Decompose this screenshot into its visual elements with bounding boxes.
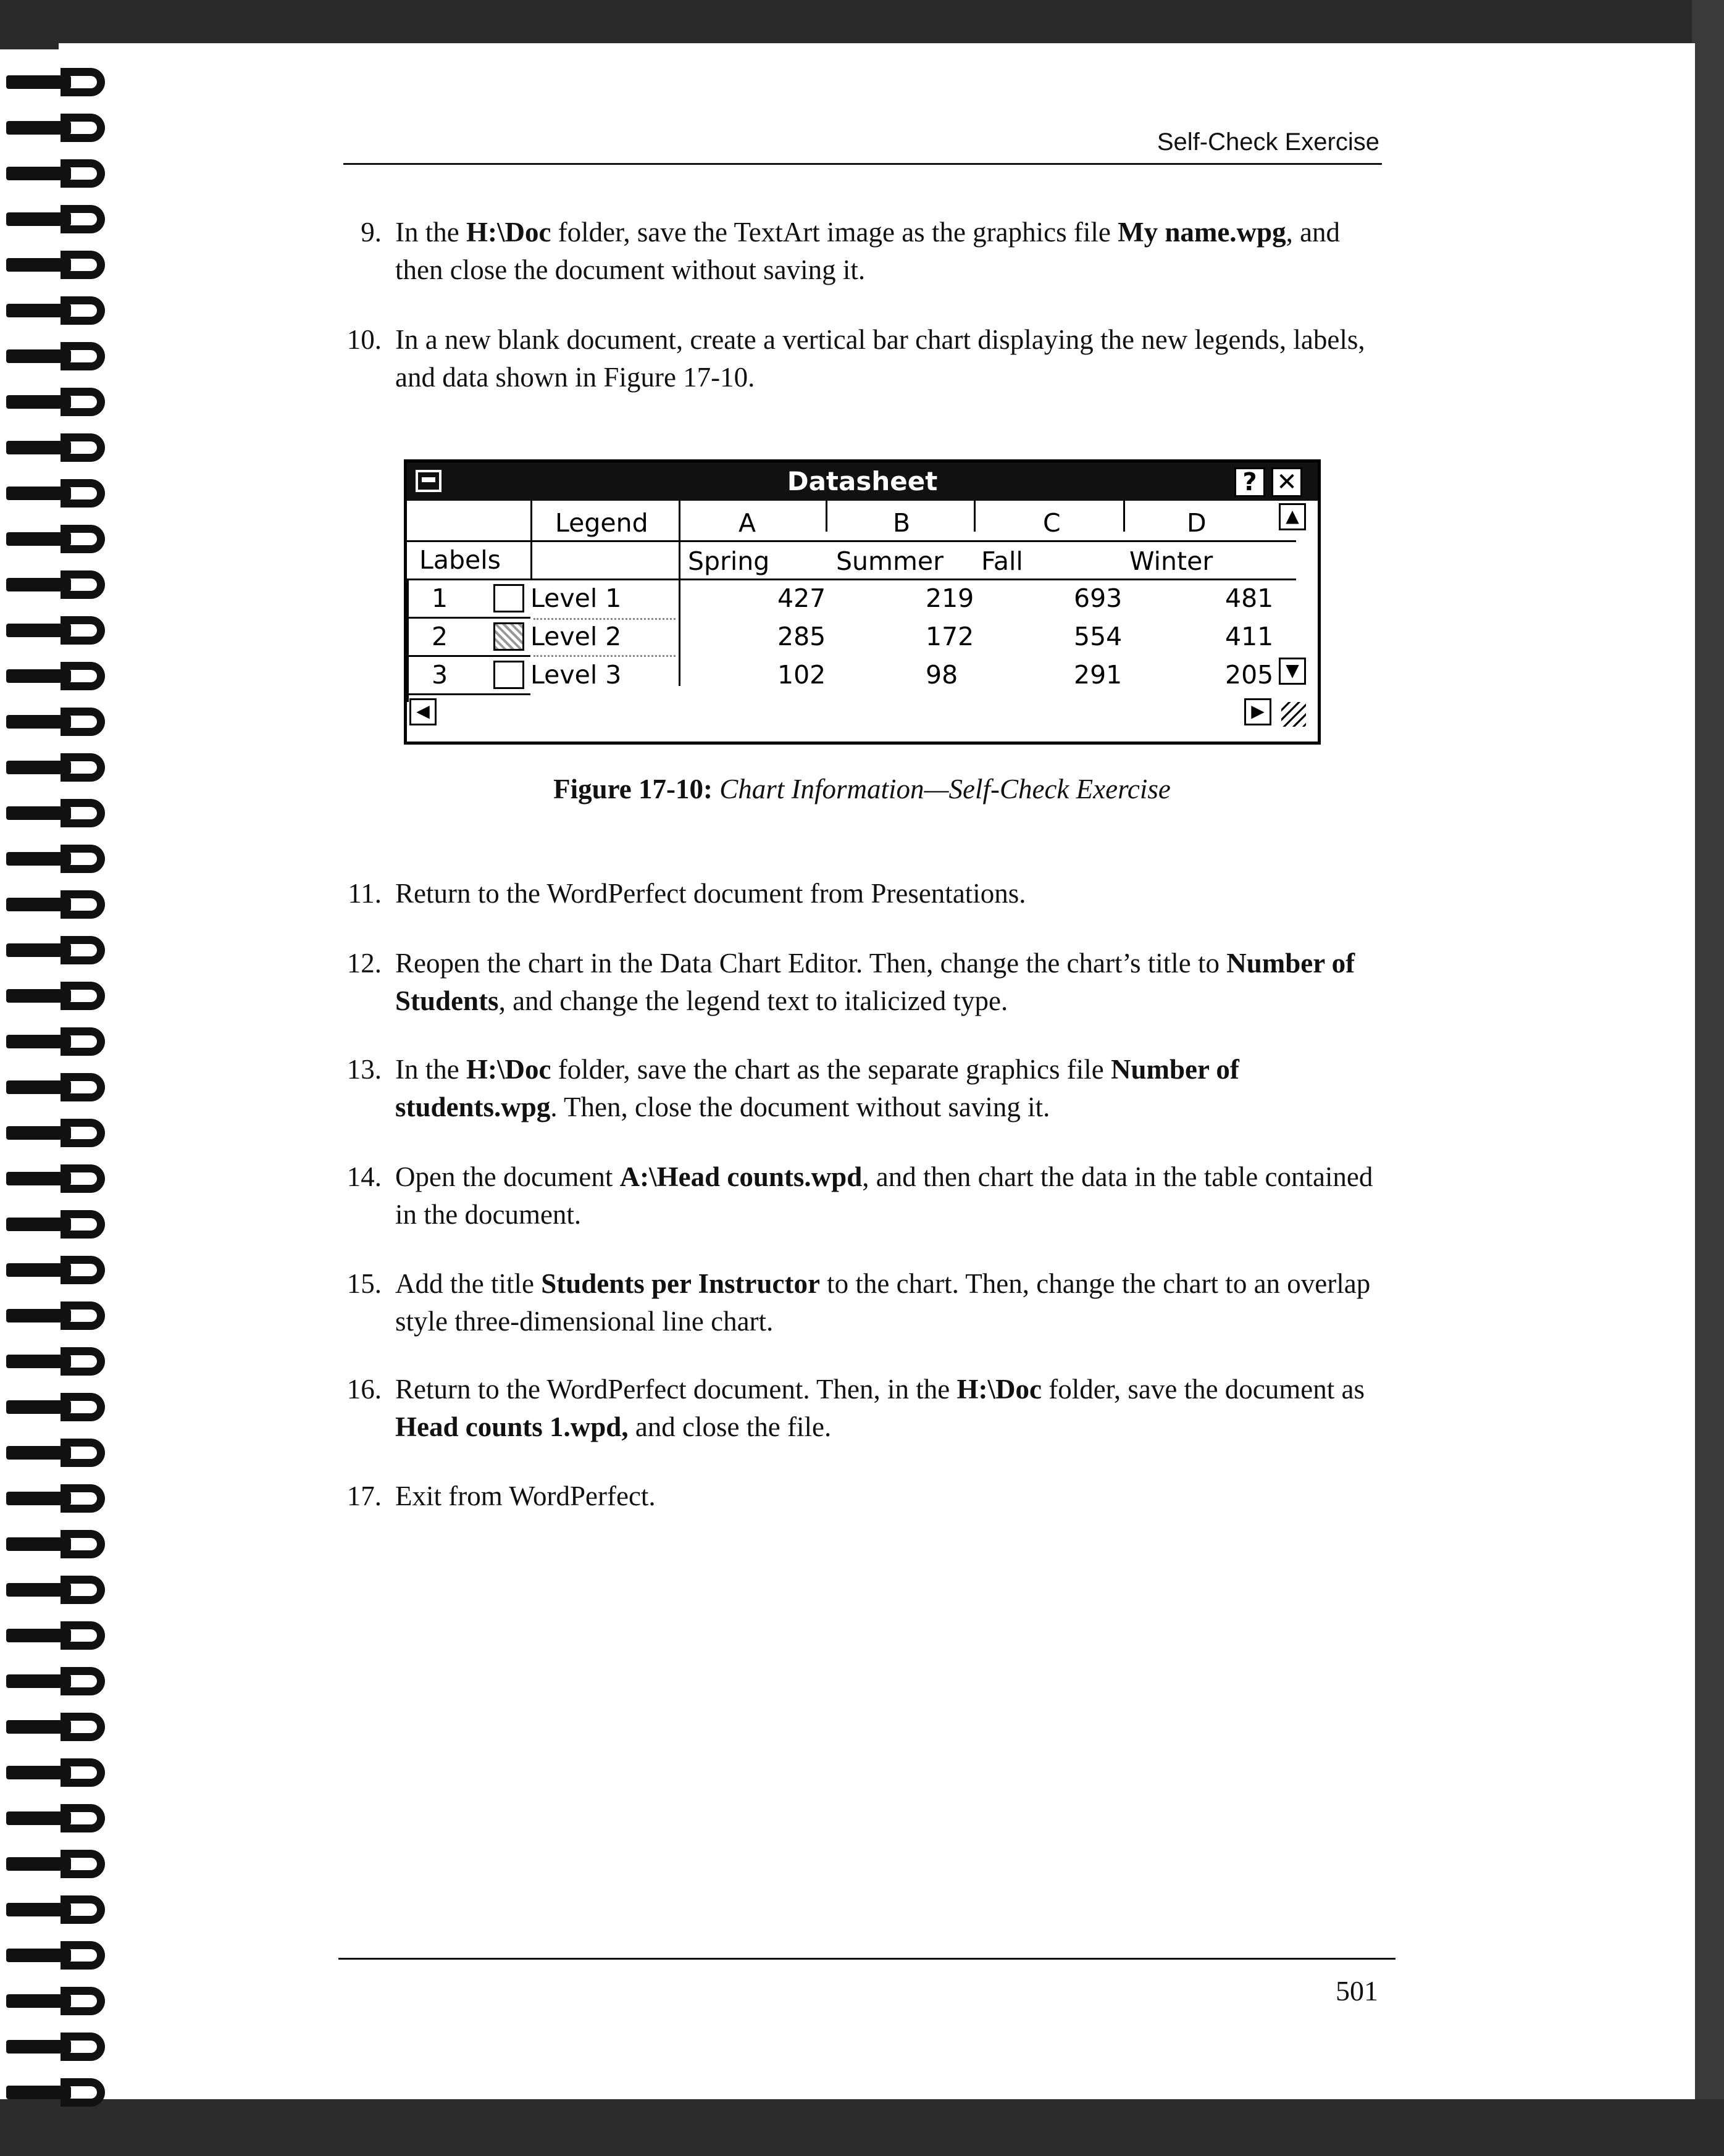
value-cell-2c[interactable]: 554: [1074, 622, 1123, 651]
binding-ring: [6, 1530, 108, 1558]
binding-ring: [6, 1393, 108, 1421]
text-run: Reopen the chart in the Data Chart Editor. Then, change the chart’s title to: [395, 948, 1227, 979]
binding-ring: [6, 1621, 108, 1650]
legend-cell-3[interactable]: Level 3: [530, 660, 622, 690]
grid-line: [826, 501, 827, 532]
step-text: [395, 214, 1383, 289]
row-header-2[interactable]: 2: [432, 622, 448, 651]
binding-ring: [6, 890, 108, 919]
step-12: [346, 945, 1383, 1020]
step-14: [346, 1158, 1383, 1234]
label-cell-c[interactable]: Fall: [981, 546, 1023, 576]
binding-ring: [6, 479, 108, 508]
binding-ring: [6, 433, 108, 462]
step-number: 15.: [346, 1268, 382, 1299]
datasheet-window: [404, 459, 1321, 745]
binding-ring: [6, 662, 108, 690]
figure-caption: [0, 773, 1724, 805]
binding-ring: [6, 845, 108, 873]
step-9: [361, 214, 1383, 289]
text-run: , and then chart the data in the table contained in the document.: [395, 1161, 1373, 1230]
step-number: 11.: [348, 878, 382, 909]
selection-outline: [534, 618, 676, 620]
grid-line: [1123, 501, 1125, 532]
scroll-right-icon[interactable]: ▶: [1244, 698, 1271, 725]
value-cell-2d[interactable]: 411: [1225, 622, 1274, 651]
column-header-d[interactable]: D: [1187, 508, 1207, 538]
step-text: [395, 945, 1383, 1020]
binding-ring: [6, 1210, 108, 1239]
binding-ring: [6, 1895, 108, 1924]
datasheet-grid: [407, 501, 1318, 742]
step-text: [395, 1158, 1383, 1234]
bold-text: My name.wpg: [1118, 217, 1286, 248]
label-cell-b[interactable]: Summer: [836, 546, 944, 576]
text-run: Return to the WordPerfect document from Presentations.: [395, 878, 1026, 909]
figure-title: Chart Information—Self-Check Exercise: [719, 774, 1171, 804]
value-cell-3b[interactable]: 98: [926, 660, 958, 690]
binding-ring: [6, 2033, 108, 2061]
text-run: , and then close the document without saving it.: [395, 217, 1341, 285]
value-cell-1b[interactable]: 219: [926, 583, 974, 613]
column-header-a[interactable]: A: [739, 508, 756, 538]
binding-ring: [6, 708, 108, 736]
close-button[interactable]: ✕: [1271, 467, 1302, 497]
text-run: In the: [395, 217, 466, 248]
labels-header: Labels: [419, 545, 501, 575]
row-header-3[interactable]: 3: [432, 660, 448, 690]
binding-ring: [6, 1804, 108, 1832]
step-text: [395, 1051, 1383, 1126]
value-cell-2b[interactable]: 172: [926, 622, 974, 651]
binding-ring: [6, 205, 108, 233]
row-3-checkbox[interactable]: [493, 661, 524, 689]
binding-ring: [6, 1302, 108, 1330]
grid-line: [407, 655, 530, 657]
grid-line: [679, 501, 680, 686]
binding-ring: [6, 68, 108, 96]
step-11: [348, 875, 1383, 913]
binding-ring: [6, 1941, 108, 1970]
bold-text: Students per Instructor: [541, 1268, 820, 1299]
binding-ring: [6, 388, 108, 416]
scroll-down-icon[interactable]: ▼: [1279, 658, 1306, 685]
binding-ring: [6, 2078, 108, 2107]
text-run: . Then, close the document without saving it.: [550, 1092, 1050, 1122]
binding-ring: [6, 1119, 108, 1147]
legend-cell-2[interactable]: Level 2: [530, 622, 622, 651]
grid-line: [530, 501, 532, 579]
step-number: 16.: [346, 1374, 382, 1405]
bold-text: H:\Doc: [466, 217, 551, 248]
text-run: In the: [395, 1054, 466, 1085]
datasheet-title: Datasheet: [787, 466, 938, 496]
value-cell-3a[interactable]: 102: [777, 660, 826, 690]
value-cell-3d[interactable]: 205: [1225, 660, 1274, 690]
text-run: Return to the WordPerfect document. Then, in the: [395, 1374, 957, 1405]
binding-ring: [6, 1073, 108, 1101]
binding-ring: [6, 1164, 108, 1193]
row-1-checkbox[interactable]: [493, 584, 524, 612]
row-header-1[interactable]: 1: [432, 583, 448, 613]
binding-ring: [6, 1987, 108, 2015]
legend-cell-1[interactable]: Level 1: [530, 583, 622, 613]
binding-ring: [6, 936, 108, 964]
text-run: to the chart. Then, change the chart to an overlap style three-dimensional line chart.: [395, 1268, 1371, 1337]
scroll-up-icon[interactable]: ▲: [1279, 503, 1306, 530]
bold-text: Number of Students: [395, 948, 1355, 1016]
step-text: [395, 875, 1383, 913]
selection-outline: [534, 655, 676, 657]
footer-rule: [338, 1958, 1396, 1960]
text-run: folder, save the TextArt image as the graphics file: [551, 217, 1118, 248]
bold-text: Head counts 1.wpd,: [395, 1411, 629, 1442]
binding-ring: [6, 1347, 108, 1376]
column-header-c[interactable]: C: [1043, 508, 1061, 538]
value-cell-1d[interactable]: 481: [1225, 583, 1274, 613]
binding-ring: [6, 1256, 108, 1284]
step-number: 13.: [346, 1054, 382, 1085]
row-2-checkbox[interactable]: [493, 622, 524, 651]
step-number: 9.: [361, 217, 382, 248]
binding-ring: [6, 1758, 108, 1787]
grid-line: [407, 693, 530, 695]
binding-ring: [6, 570, 108, 599]
help-button[interactable]: ?: [1234, 467, 1265, 497]
binding-ring: [6, 251, 108, 279]
running-header: Self-Check Exercise: [1157, 128, 1379, 156]
step-text: [395, 1477, 1383, 1515]
step-15: [346, 1265, 1383, 1340]
datasheet-titlebar[interactable]: [407, 462, 1318, 501]
spiral-binding: [0, 49, 108, 2099]
step-number: 14.: [346, 1161, 382, 1192]
value-cell-3c[interactable]: 291: [1074, 660, 1123, 690]
header-rule: [343, 163, 1382, 165]
text-run: In a new blank document, create a vertical bar chart displaying the new legends, labels, and data shown in Figure 17-10.: [395, 324, 1365, 393]
scroll-left-icon[interactable]: ◀: [409, 698, 437, 725]
binding-ring: [6, 1027, 108, 1056]
legend-header: Legend: [555, 508, 648, 538]
value-cell-1c[interactable]: 693: [1074, 583, 1123, 613]
text-run: and close the file.: [628, 1411, 832, 1442]
bold-text: A:\Head counts.wpd: [619, 1161, 863, 1192]
scan-border-right: [1692, 0, 1724, 2156]
binding-ring: [6, 296, 108, 325]
step-13: [346, 1051, 1383, 1126]
binding-ring: [6, 1484, 108, 1513]
binding-ring: [6, 342, 108, 370]
text-run: Add the title: [395, 1268, 542, 1299]
binding-ring: [6, 1667, 108, 1695]
binding-ring: [6, 114, 108, 142]
grid-line: [407, 579, 1296, 580]
scan-border-top: [0, 0, 1724, 49]
binding-ring: [6, 1850, 108, 1878]
binding-ring: [6, 1576, 108, 1604]
figure-number: Figure 17-10:: [553, 774, 713, 804]
step-text: [395, 321, 1383, 396]
binding-ring: [6, 982, 108, 1010]
label-cell-d[interactable]: Winter: [1129, 546, 1213, 576]
step-number: 10.: [346, 324, 382, 355]
resize-grip-icon[interactable]: [1281, 702, 1306, 727]
column-header-b[interactable]: B: [893, 508, 911, 538]
page-number: 501: [1336, 1975, 1378, 2007]
value-cell-2a[interactable]: 285: [777, 622, 826, 651]
bold-text: Number of students.wpg: [395, 1054, 1239, 1122]
step-10: [346, 321, 1383, 396]
grid-line: [407, 540, 1296, 542]
step-text: [395, 1371, 1383, 1446]
grid-line: [407, 617, 530, 619]
binding-ring: [6, 1713, 108, 1741]
scan-border-bottom: [0, 2099, 1724, 2156]
step-17: [346, 1477, 1383, 1515]
step-number: 17.: [346, 1481, 382, 1511]
text-run: Exit from WordPerfect.: [395, 1481, 656, 1511]
grid-line: [974, 501, 976, 532]
text-run: Open the document: [395, 1161, 620, 1192]
binding-ring: [6, 1439, 108, 1467]
step-number: 12.: [346, 948, 382, 979]
label-cell-a[interactable]: Spring: [688, 546, 770, 576]
bold-text: H:\Doc: [466, 1054, 551, 1085]
step-16: [346, 1371, 1383, 1446]
binding-ring: [6, 159, 108, 188]
grid-line: [407, 579, 409, 702]
text-run: folder, save the document as: [1041, 1374, 1365, 1405]
binding-ring: [6, 525, 108, 553]
bold-text: H:\Doc: [956, 1374, 1042, 1405]
text-run: folder, save the chart as the separate graphics file: [551, 1054, 1111, 1085]
step-text: [395, 1265, 1383, 1340]
binding-ring: [6, 616, 108, 645]
value-cell-1a[interactable]: 427: [777, 583, 826, 613]
text-run: , and change the legend text to italicized type.: [498, 985, 1008, 1016]
